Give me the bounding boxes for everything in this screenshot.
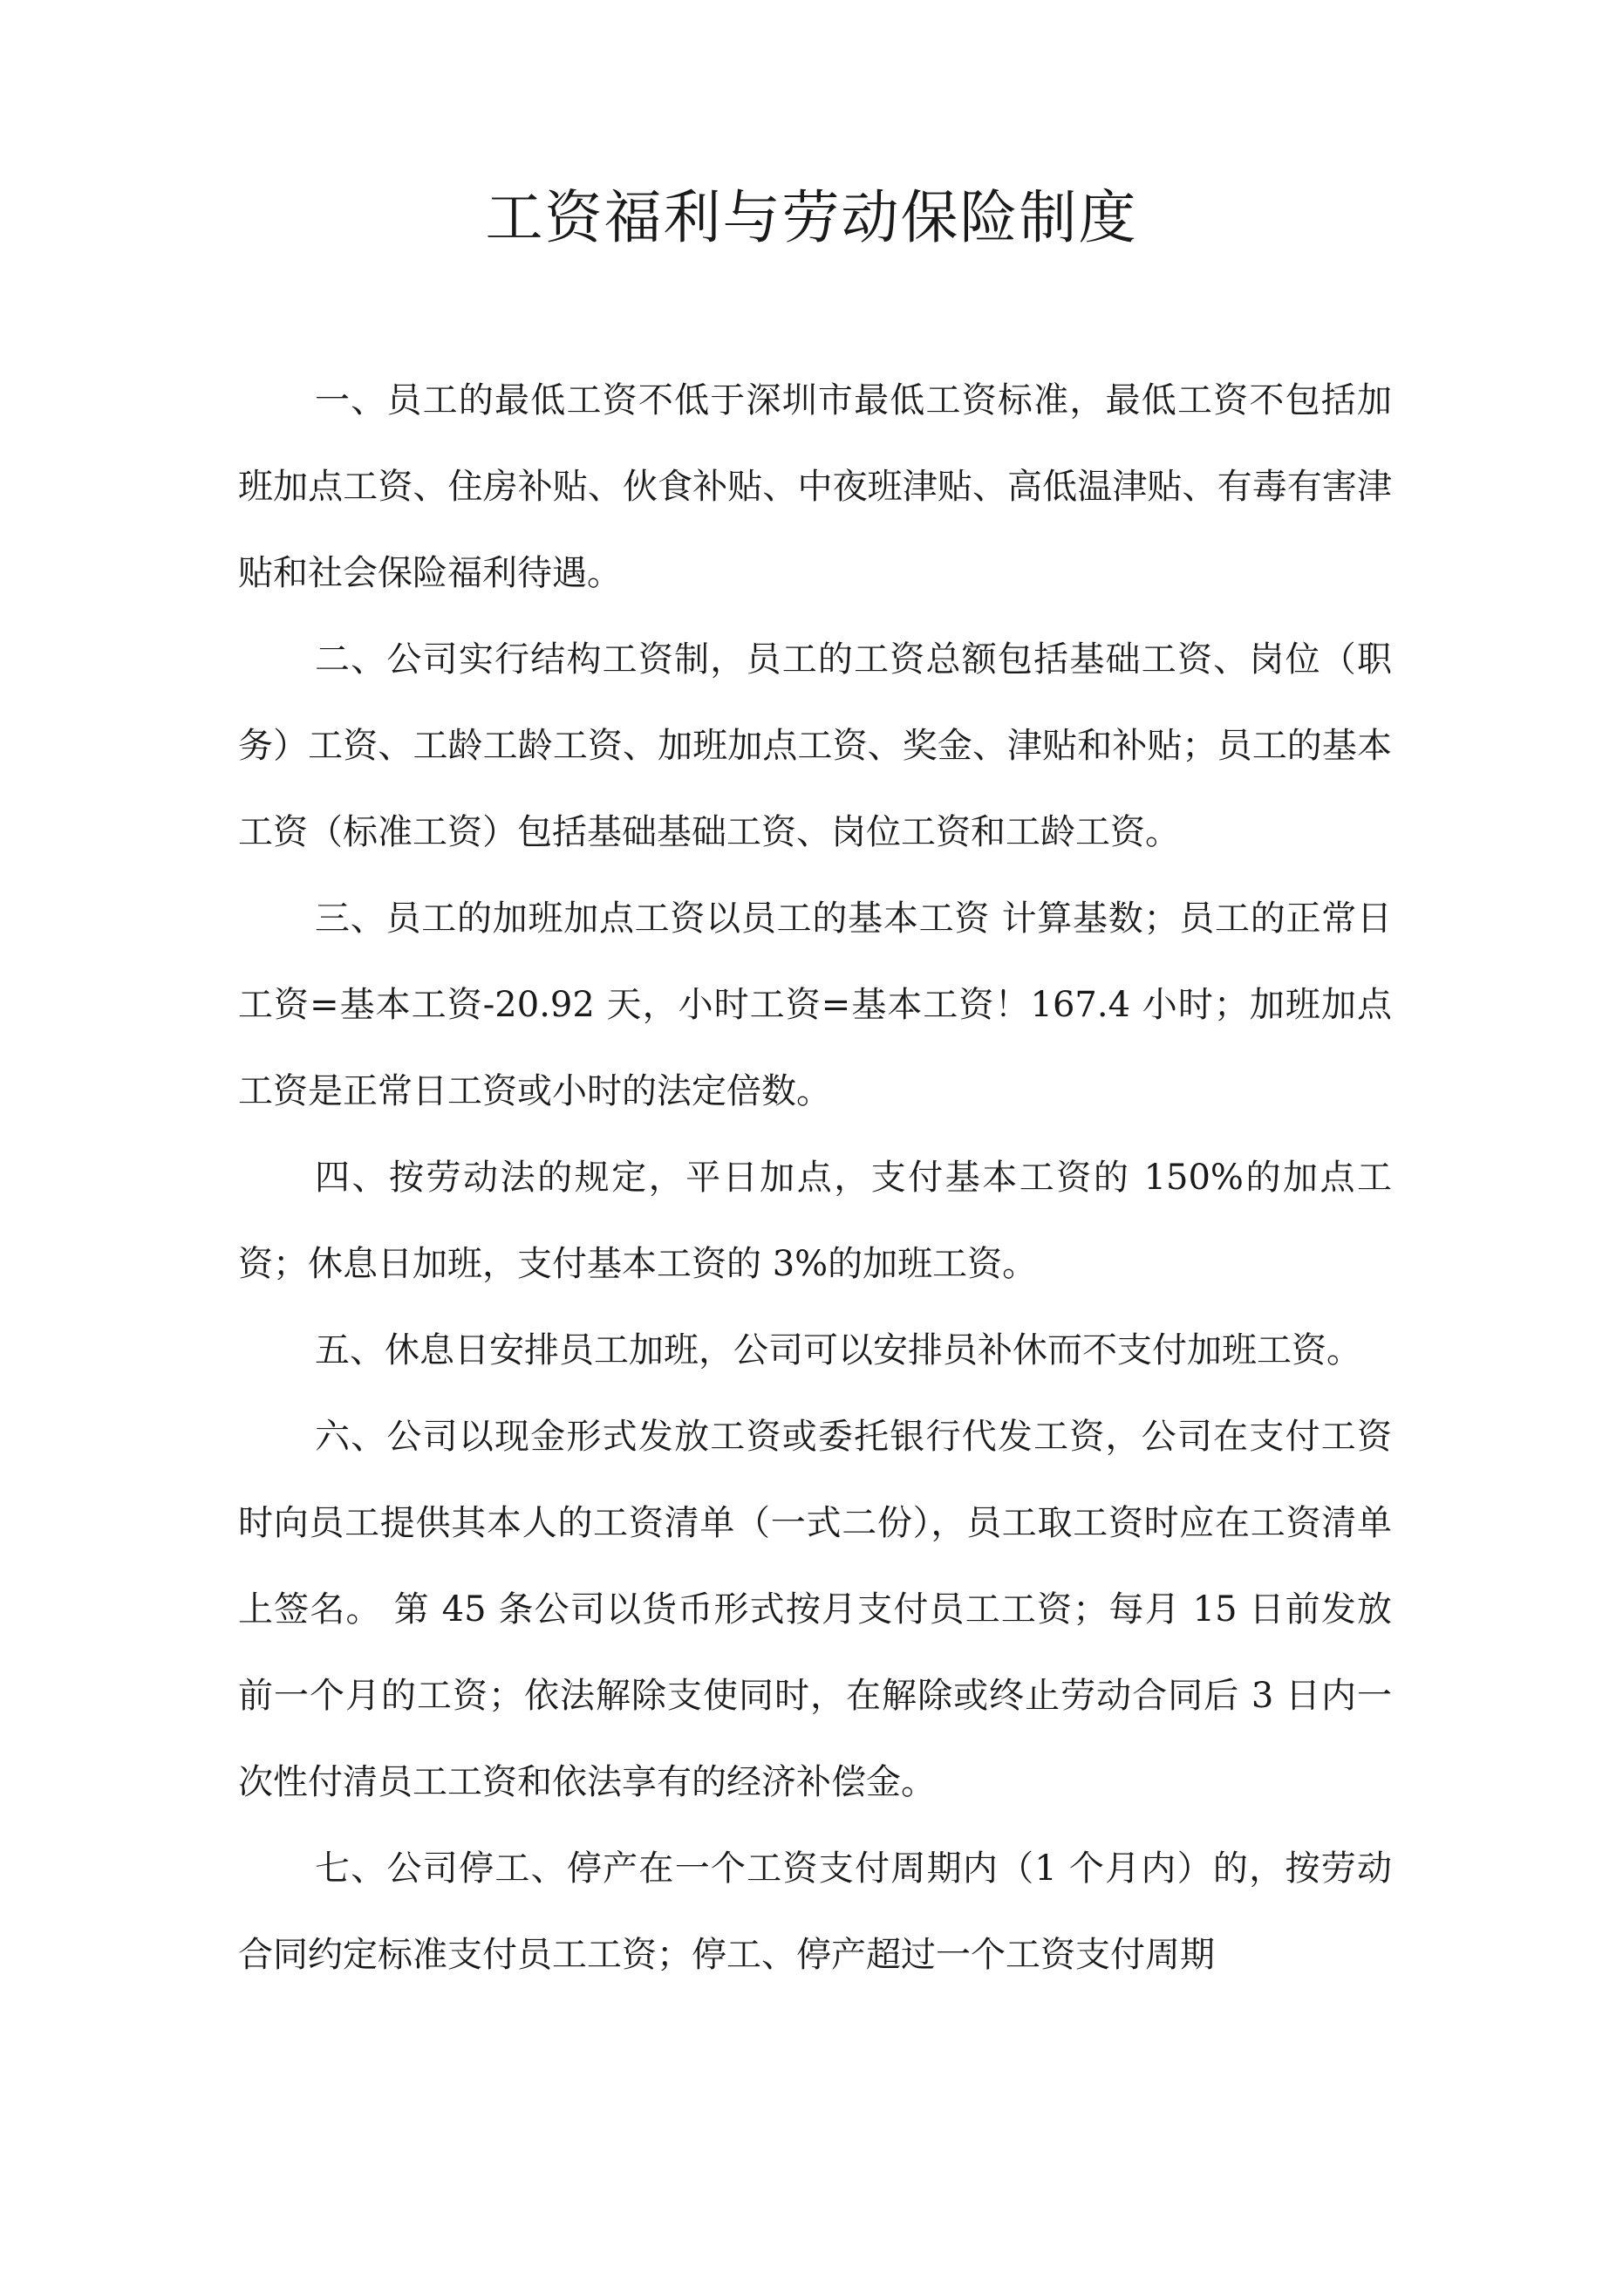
paragraph-4: 四、按劳动法的规定，平日加点，支付基本工资的 150%的加点工资；休息日加班，支付基本工资的 3%的加班工资。 <box>238 1158 1392 1284</box>
paragraph-3: 三、员工的加班加点工资以员工的基本工资 计算基数；员工的正常日工资=基本工资-20.92 天，小时工资=基本工资！167.4 小时；加班加点工资是正常日工资或小时的法定倍数。 <box>238 899 1392 1111</box>
paragraph-5: 五、休息日安排员工加班，公司可以安排员补休而不支付加班工资。 <box>315 1330 1361 1370</box>
document-body <box>238 358 1392 1999</box>
paragraph-7: 七、公司停工、停产在一个工资支付周期内（1 个月内）的，按劳动合同约定标准支付员工工资；停工、停产超过一个工资支付周期 <box>238 1848 1392 1975</box>
paragraph-6: 六、公司以现金形式发放工资或委托银行代发工资，公司在支付工资时向员工提供其本人的工资清单（一式二份），员工取工资时应在工资清单上签名。 第 45 条公司以货币形式按月支付员工工资；每月 15 日前发放前一个月的工资；依法解除支使同时，在解除或终止劳动合同后 3 日内一次性付清员工工资和依法享有的经济补偿金。 <box>238 1417 1392 1802</box>
document-title: 工资福利与劳动保险制度 <box>485 184 1138 251</box>
paragraph-2: 二、公司实行结构工资制，员工的工资总额包括基础工资、岗位（职务）工资、工龄工龄工资、加班加点工资、奖金、津贴和补贴；员工的基本工资（标准工资）包括基础基础工资、岗位工资和工龄工资。 <box>238 639 1392 852</box>
paragraph-1: 一、员工的最低工资不低于深圳市最低工资标准，最低工资不包括加班加点工资、住房补贴、伙食补贴、中夜班津贴、高低温津贴、有毒有害津贴和社会保险福利待遇。 <box>238 380 1392 593</box>
